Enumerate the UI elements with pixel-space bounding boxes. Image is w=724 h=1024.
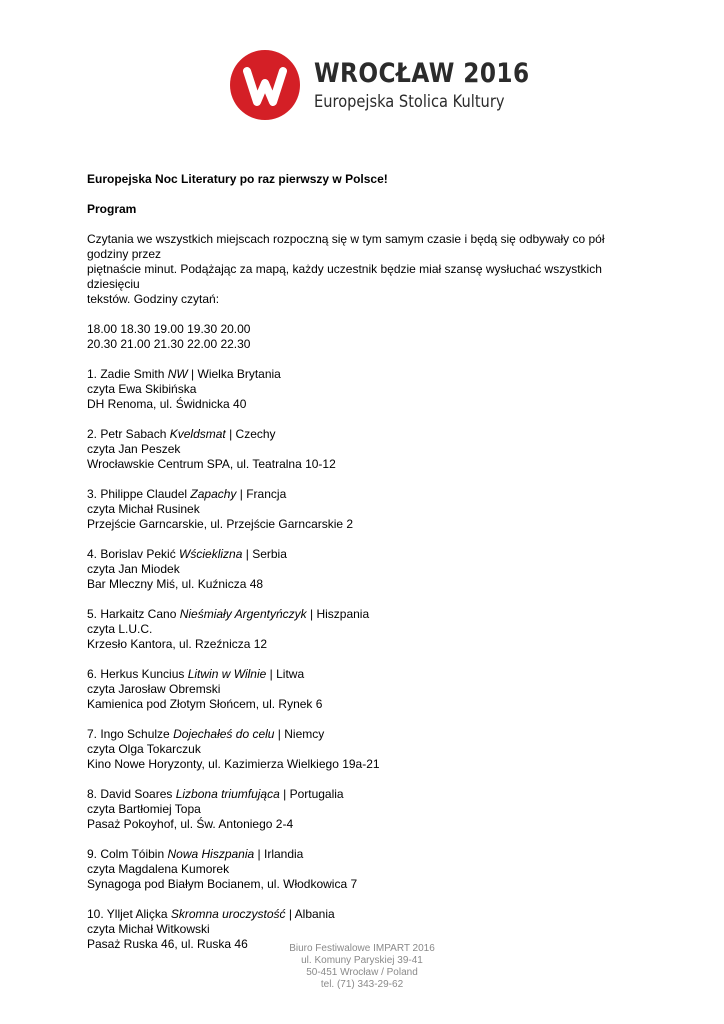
work-title: Nieśmiały Argentyńczyk xyxy=(179,607,307,621)
author: 4. Borislav Pekić xyxy=(87,547,180,561)
author: 6. Herkus Kuncius xyxy=(87,667,188,681)
reading-entry xyxy=(87,547,647,592)
reading-entry xyxy=(87,367,647,412)
reader: czyta Jarosław Obremski xyxy=(87,682,221,696)
venue: Kino Nowe Horyzonty, ul. Kazimierza Wielkiego 19a-21 xyxy=(87,757,380,771)
reading-title-line xyxy=(87,367,647,382)
country: | Wielka Brytania xyxy=(187,367,281,381)
work-title: Lizbona triumfująca xyxy=(175,787,280,801)
reading-entry xyxy=(87,847,647,892)
reader: czyta Olga Tokarczuk xyxy=(87,742,201,756)
work-title: Kveldsmat xyxy=(169,427,226,441)
intro-line: Czytania we wszystkich miejscach rozpoczną się w tym samym czasie i będą się odbywały co pół godziny przez xyxy=(87,232,605,261)
venue: DH Renoma, ul. Świdnicka 40 xyxy=(87,397,247,411)
country: | Hiszpania xyxy=(306,607,370,621)
author: 1. Zadie Smith xyxy=(87,367,168,381)
program-label: Program xyxy=(87,202,137,216)
work-title: NW xyxy=(167,367,188,381)
intro-paragraph xyxy=(87,232,647,307)
venue: Bar Mleczny Miś, ul. Kuźnicza 48 xyxy=(87,577,264,591)
times-line: 18.00 18.30 19.00 19.30 20.00 xyxy=(87,322,251,336)
reading-entry xyxy=(87,787,647,832)
country: | Albania xyxy=(285,907,335,921)
author: 2. Petr Sabach xyxy=(87,427,170,441)
footer-line: ul. Komuny Paryskiej 39-41 xyxy=(301,955,423,966)
times-line: 20.30 21.00 21.30 22.00 22.30 xyxy=(87,337,251,351)
reader: czyta Jan Peszek xyxy=(87,442,181,456)
venue: Pasaż Pokoyhof, ul. Św. Antoniego 2-4 xyxy=(87,817,294,831)
work-title: Litwin w Wilnie xyxy=(187,667,267,681)
reading-title-line xyxy=(87,907,647,922)
reading-entry xyxy=(87,427,647,472)
reading-entry xyxy=(87,667,647,712)
country: | Niemcy xyxy=(274,727,325,741)
wroclaw-2016-logo xyxy=(230,50,530,122)
intro-line: piętnaście minut. Podążając za mapą, każdy uczestnik będzie miał szansę wysłuchać wszystkich dziesięciu xyxy=(87,262,602,291)
country: | Litwa xyxy=(266,667,305,681)
author: 8. David Soares xyxy=(87,787,176,801)
logo-title: WROCŁAW 2016 xyxy=(314,58,530,89)
country: | Francja xyxy=(236,487,287,501)
venue: Pasaż Ruska 46, ul. Ruska 46 xyxy=(87,937,248,951)
reading-entry xyxy=(87,727,647,772)
footer-address xyxy=(0,943,724,991)
reading-times xyxy=(87,322,647,352)
venue: Synagoga pod Białym Bocianem, ul. Włodkowica 7 xyxy=(87,877,358,891)
country: | Czechy xyxy=(225,427,276,441)
author: 7. Ingo Schulze xyxy=(87,727,174,741)
work-title: Zapachy xyxy=(190,487,237,501)
venue: Kamienica pod Złotym Słońcem, ul. Rynek 6 xyxy=(87,697,323,711)
reading-title-line xyxy=(87,847,647,862)
author: 9. Colm Tóibin xyxy=(87,847,168,861)
country: | Serbia xyxy=(242,547,287,561)
work-title: Dojechałeś do celu xyxy=(173,727,275,741)
reader: czyta Magdalena Kumorek xyxy=(87,862,230,876)
reading-title-line xyxy=(87,547,647,562)
author: 3. Philippe Claudel xyxy=(87,487,191,501)
country: | Portugalia xyxy=(279,787,344,801)
reading-title-line xyxy=(87,787,647,802)
work-title: Wścieklizna xyxy=(179,547,243,561)
work-title: Nowa Hiszpania xyxy=(167,847,255,861)
country: | Irlandia xyxy=(254,847,304,861)
w-mark-icon xyxy=(230,50,300,120)
footer-line: 50-451 Wrocław / Poland xyxy=(306,967,418,978)
work-title: Skromna uroczystość xyxy=(170,907,286,921)
document-body xyxy=(87,172,647,967)
reading-title-line xyxy=(87,727,647,742)
reader: czyta Bartłomiej Topa xyxy=(87,802,201,816)
reading-entry xyxy=(87,607,647,652)
reading-title-line xyxy=(87,487,647,502)
venue: Przejście Garncarskie, ul. Przejście Garncarskie 2 xyxy=(87,517,354,531)
footer-line: tel. (71) 343-29-62 xyxy=(320,979,404,990)
document-heading: Europejska Noc Literatury po raz pierwszy w Polsce! xyxy=(87,172,388,186)
readings-list xyxy=(87,367,647,952)
reading-entry xyxy=(87,487,647,532)
logo-subtitle: Europejska Stolica Kultury xyxy=(314,92,505,112)
reading-title-line xyxy=(87,427,647,442)
reader: czyta Jan Miodek xyxy=(87,562,180,576)
venue: Krzesło Kantora, ul. Rzeźnicza 12 xyxy=(87,637,268,651)
reader: czyta L.U.C. xyxy=(87,622,153,636)
author: 5. Harkaitz Cano xyxy=(87,607,180,621)
footer-line: Biuro Festiwalowe IMPART 2016 xyxy=(289,943,435,954)
reader: czyta Ewa Skibińska xyxy=(87,382,197,396)
venue: Wrocławskie Centrum SPA, ul. Teatralna 10-12 xyxy=(87,457,336,471)
reader: czyta Michał Rusinek xyxy=(87,502,200,516)
intro-line: tekstów. Godziny czytań: xyxy=(87,292,220,306)
reader: czyta Michał Witkowski xyxy=(87,922,210,936)
author: 10. Ylljet Aliçka xyxy=(87,907,171,921)
reading-title-line xyxy=(87,667,647,682)
reading-title-line xyxy=(87,607,647,622)
